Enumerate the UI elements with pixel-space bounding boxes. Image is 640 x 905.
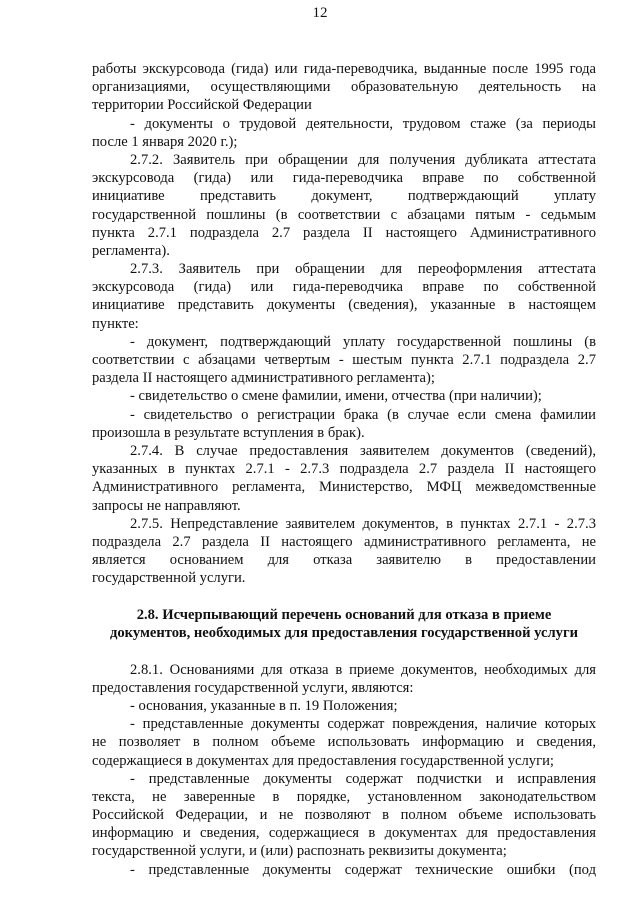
text-line: указанных в пунктах 2.7.1 - 2.7.3 подраздела 2.7 раздела II настоящего xyxy=(92,461,596,478)
text-line: информацию и сведения, содержащиеся в документах для предоставления xyxy=(92,825,596,842)
text-line: 2.7.4. В случае предоставления заявителем документов (сведений), xyxy=(130,442,596,459)
spacer xyxy=(92,587,596,605)
text-line: инициативе представить документ, подтверждающий уплату xyxy=(92,188,596,205)
section-heading: 2.8. Исчерпывающий перечень оснований для отказа в приеме xyxy=(136,606,552,623)
spacer xyxy=(92,642,596,660)
text-line: экскурсовода (гида) или гида-переводчика вправе по собственной xyxy=(92,279,596,296)
text-line: - представленные документы содержат подчистки и исправления xyxy=(130,770,596,787)
text-line: предоставления государственной услуги, являются: xyxy=(92,679,414,696)
text-line: - представленные документы содержат повреждения, наличие которых xyxy=(130,716,596,733)
document-body xyxy=(92,60,596,879)
text-line: является основанием для отказа заявителю в предоставлении xyxy=(92,552,596,569)
text-line: после 1 января 2020 г.); xyxy=(92,133,238,150)
text-line: подраздела 2.7 раздела II настоящего административного регламента, не xyxy=(92,533,596,550)
text-line: 2.7.3. Заявитель при обращении для переоформления аттестата xyxy=(130,261,596,278)
text-line: 2.7.5. Непредставление заявителем документов, в пунктах 2.7.1 - 2.7.3 xyxy=(130,515,596,532)
text-line: 2.7.2. Заявитель при обращении для получения дубликата аттестата xyxy=(130,151,596,168)
text-line: содержащиеся в документах для предоставления государственной услуги; xyxy=(92,752,554,769)
text-line: - свидетельство о смене фамилии, имени, отчества (при наличии); xyxy=(130,388,542,405)
text-line: Российской Федерации, и не позволяют в полном объеме использовать xyxy=(92,807,596,824)
text-line: - документы о трудовой деятельности, трудовом стаже (за периоды xyxy=(130,115,596,132)
text-line: - основания, указанные в п. 19 Положения; xyxy=(130,697,398,714)
text-line: соответствии с абзацами четвертым - шестым пункта 2.7.1 подраздела 2.7 xyxy=(92,352,596,368)
text-line: Административного регламента, Министерство, МФЦ межведомственные xyxy=(92,479,596,496)
text-line: пункте: xyxy=(92,315,139,332)
text-line: раздела II настоящего административного регламента); xyxy=(92,370,435,387)
text-line: не позволяет в полном объеме использовать информацию и сведения, xyxy=(92,734,596,751)
text-line: - представленные документы содержат технические ошибки (под xyxy=(130,861,596,878)
text-line: экскурсовода (гида) или гида-переводчика вправе по собственной xyxy=(92,170,596,187)
text-line: работы экскурсовода (гида) или гида-переводчика, выданные после 1995 года xyxy=(92,61,596,77)
text-line: территории Российской Федерации xyxy=(92,97,312,114)
text-line: запросы не направляют. xyxy=(92,497,241,514)
text-line: - документ, подтверждающий уплату государственной пошлины (в xyxy=(130,333,596,350)
text-line: пункта 2.7.1 подраздела 2.7 раздела II настоящего Административного xyxy=(92,224,596,241)
text-line: произошла в результате вступления в брак). xyxy=(92,424,365,441)
text-line: государственной услуги, и (или) распознать реквизиты документа; xyxy=(92,843,507,860)
text-line: инициативе представить документы (сведения), указанные в настоящем xyxy=(92,297,596,314)
text-line: 2.8.1. Основаниями для отказа в приеме документов, необходимых для xyxy=(130,661,596,678)
text-line: организациями, осуществляющими образовательную деятельность на xyxy=(92,79,596,96)
text-line: текста, не заверенные в порядке, установленном законодательством xyxy=(92,788,596,805)
section-heading: документов, необходимых для предоставления государственной услуги xyxy=(110,625,578,642)
text-line: регламента). xyxy=(92,242,170,259)
text-line: - свидетельство о регистрации брака (в случае если смена фамилии xyxy=(130,406,596,423)
page-number: 12 xyxy=(312,5,328,21)
text-line: государственной пошлины (в соответствии с абзацами пятым - седьмым xyxy=(92,206,596,223)
text-line: государственной услуги. xyxy=(92,570,246,587)
